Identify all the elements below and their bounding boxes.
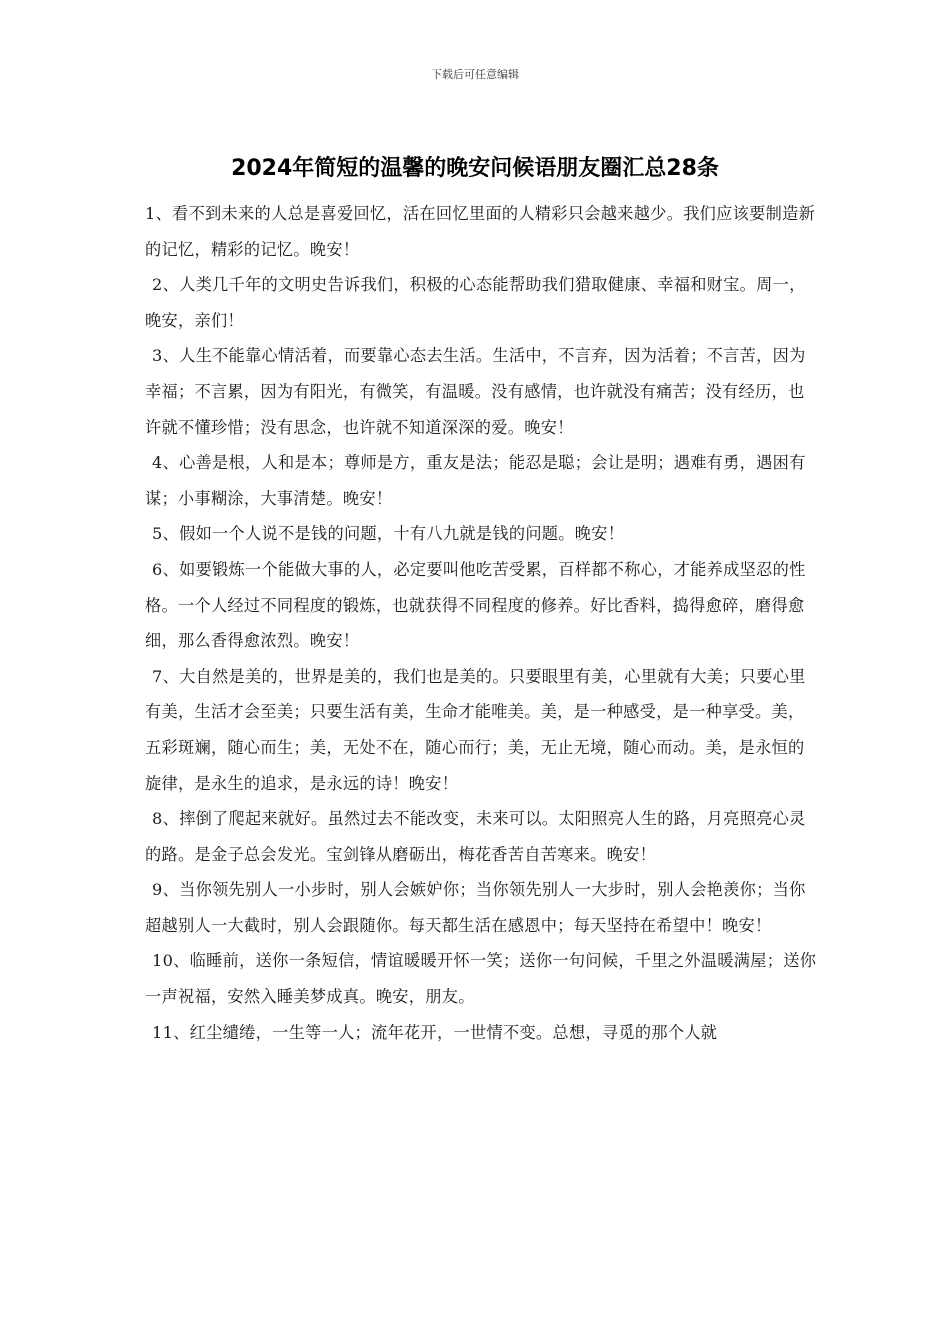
paragraph-8: 8、摔倒了爬起来就好。虽然过去不能改变，未来可以。太阳照亮人生的路，月亮照亮心灵的路。是金子总会发光。宝剑锋从磨砺出，梅花香苦自苦寒来。晚安！	[145, 809, 806, 864]
document-body	[145, 196, 817, 1050]
paragraph-10: 10、临睡前，送你一条短信，情谊暖暖开怀一笑；送你一句问候，千里之外温暖满屋；送你一声祝福，安然入睡美梦成真。晚安，朋友。	[145, 951, 817, 1007]
paragraph-1: 1、看不到未来的人总是喜爱回忆，活在回忆里面的人精彩只会越来越少。我们应该要制造新的记忆，精彩的记忆。晚安！	[145, 204, 816, 259]
paragraph-5: 5、假如一个人说不是钱的问题，十有八九就是钱的问题。晚安！	[152, 524, 625, 544]
paragraph-4: 4、心善是根，人和是本；尊师是方，重友是法；能忍是聪；会让是明；遇难有勇，遇困有谋；小事糊涂，大事清楚。晚安！	[145, 453, 806, 508]
header-note: 下载后可任意编辑	[431, 68, 519, 81]
paragraph-9: 9、当你领先别人一小步时，别人会嫉妒你；当你领先别人一大步时，别人会艳羡你；当你超越别人一大截时，别人会跟随你。每天都生活在感恩中；每天坚持在希望中！晚安！	[145, 880, 806, 935]
document-title: 2024年简短的温馨的晚安问候语朋友圈汇总28条	[231, 156, 719, 181]
paragraph-7: 7、大自然是美的，世界是美的，我们也是美的。只要眼里有美，心里就有大美；只要心里有美，生活才会至美；只要生活有美，生命才能唯美。美，是一种感受，是一种享受。美，五彩斑斓，随心而生；美，无处不在，随心而行；美，无止无境，随心而动。美，是永恒的旋律，是永生的追求，是永远的诗！晚安！	[145, 666, 806, 793]
paragraph-6: 6、如要锻炼一个能做大事的人，必定要叫他吃苦受累，百样都不称心，才能养成坚忍的性格。一个人经过不同程度的锻炼，也就获得不同程度的修养。好比香料，捣得愈碎，磨得愈细，那么香得愈浓烈。晚安！	[145, 559, 806, 651]
paragraph-3: 3、人生不能靠心情活着，而要靠心态去生活。生活中，不言弃，因为活着；不言苦，因为幸福；不言累，因为有阳光，有微笑，有温暖。没有感情，也许就没有痛苦；没有经历，也许就不懂珍惜；没有思念，也许就不知道深深的爱。晚安！	[145, 346, 806, 437]
paragraph-2: 2、人类几千年的文明史告诉我们，积极的心态能帮助我们猎取健康、幸福和财宝。周一，晚安，亲们！	[145, 275, 806, 330]
paragraph-11: 11、红尘缱绻，一生等一人；流年花开，一世情不变。总想，寻觅的那个人就	[152, 1022, 718, 1042]
